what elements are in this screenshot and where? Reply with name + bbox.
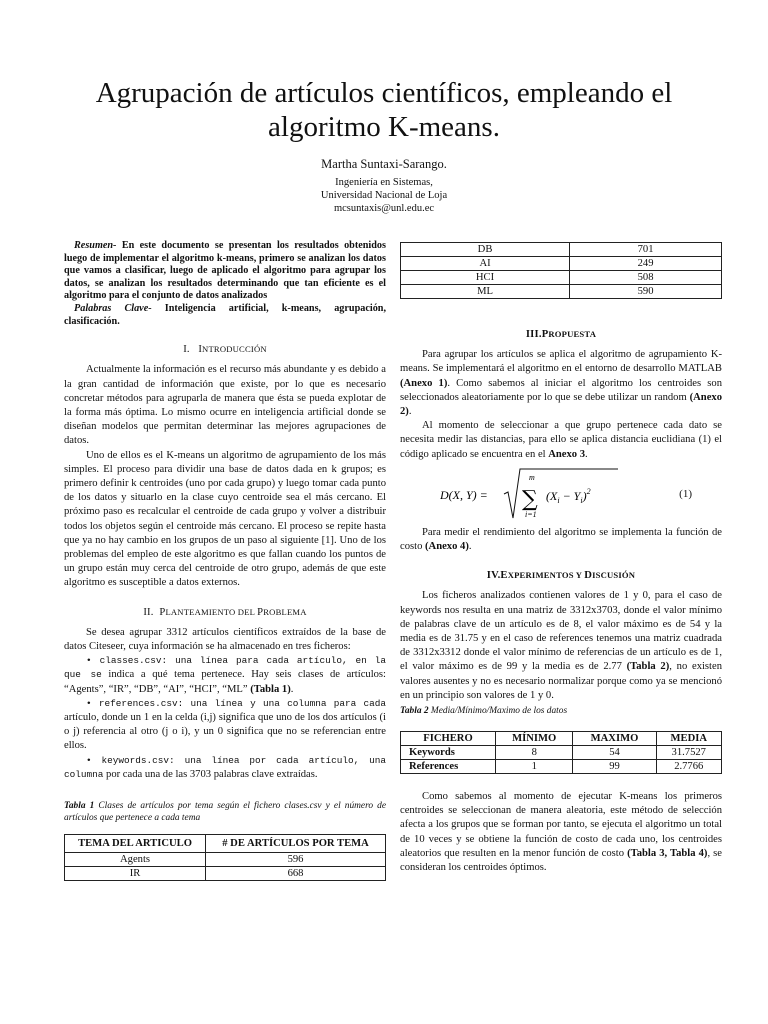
table-header-cell: MAXIMO — [573, 732, 656, 746]
table-cell: 596 — [206, 853, 386, 867]
section-number: II. — [143, 606, 154, 618]
table-row — [401, 257, 722, 271]
affiliation-department: Ingeniería en Sistemas, — [335, 177, 433, 188]
caption-label: Tabla 2 — [400, 706, 429, 717]
section-heading-introduccion — [64, 342, 386, 357]
author-name: Martha Suntaxi-Sarango. — [321, 157, 447, 171]
table-cell: 99 — [573, 760, 656, 774]
keywords-label: Palabras Clave- — [74, 302, 152, 314]
section-first-letter: P — [257, 606, 264, 618]
table-header-row — [65, 835, 386, 853]
table-cell: 590 — [570, 285, 722, 299]
formula-subscript: i — [580, 495, 583, 505]
section-title-rest: ISCUSIÓN — [592, 570, 636, 581]
table-cell: 701 — [570, 243, 722, 257]
table-cell: 249 — [570, 257, 722, 271]
table-header-cell: TEMA DEL ARTICULO — [65, 835, 206, 853]
table-reference: (Tabla 3, Tabla 4) — [627, 847, 708, 859]
table-row — [401, 243, 722, 257]
intro-paragraph-2: Uno de ellos es el K-means un algoritmo de agrupamiento de los más simples. El proceso para dividir una base de datos dada en k grupos; es primero definir k centroides (uno por cada grupo) y luego tomar cada punto de los datos y situarlo en la clase cuyo centroide sea el más cercano. El próximo paso es recalcular el centroide de cada grupo y volver a distribuir todos los objetos según el centroide más cercano. El proceso se repite hasta que ya no hay cambio en los grupos de un paso al siguiente [1]. Uno de los problemas del empleo de este algoritmo es que fallan cuando los puntos de un grupo están muy cerca del centroide de otro grupo, además de que este algoritmo es susceptible a datos externos. — [64, 449, 386, 589]
planteamiento-paragraph: Se desea agrupar 3312 artículos científicos extraídos de la base de datos Citeseer, cuya información se ha almacenado en tres ficheros: — [64, 626, 386, 653]
keywords — [64, 303, 386, 328]
propuesta-paragraph-2 — [400, 419, 722, 462]
text-run: . — [585, 448, 588, 460]
bullet-text-end: . — [290, 683, 294, 695]
euclidean-distance-formula — [400, 466, 722, 522]
bullet-classes — [64, 654, 386, 697]
table-header-row — [401, 732, 722, 746]
table-cell: Keywords — [401, 746, 496, 760]
bullet-text: indica a qué tema pertenece. Hay seis clases de artículos: “Agents”, “IR”, “DB”, “AI”, “HCI”, “ML” — [64, 669, 386, 695]
caption-text: Media/Mínimo/Maximo de los datos — [428, 706, 568, 717]
text-run: , se consideran los centroides óptimos. — [400, 847, 722, 874]
table-cell: AI — [401, 257, 570, 271]
table-header-cell: MEDIA — [656, 732, 721, 746]
section-first-letter: I — [198, 344, 203, 356]
formula-graphic — [440, 466, 620, 522]
text-run: , no existen valores ausentes y no es necesario normalizar porque como ya se mencionó en un principio son valores de 1 y 0. — [400, 661, 722, 701]
bullet-text: por cada una de las 3703 palabras clave extraídas. — [103, 768, 318, 780]
tabla1-caption — [64, 800, 386, 824]
table-cell: 54 — [573, 746, 656, 760]
section-number: IV. — [486, 570, 501, 582]
tabla1-continuation — [400, 242, 722, 299]
section-heading-experimentos — [400, 568, 722, 583]
table-cell: 508 — [570, 271, 722, 285]
table-reference: (Tabla 2) — [626, 661, 670, 673]
sum-lower-limit: i=1 — [525, 509, 537, 519]
propuesta-paragraph-1 — [400, 348, 722, 419]
formula-subscript: i — [557, 495, 560, 505]
table-cell: References — [401, 760, 496, 774]
section-heading-planteamiento — [64, 605, 386, 620]
left-column — [64, 240, 386, 881]
sum-symbol: ∑ — [522, 486, 538, 512]
text-run: . Como sabemos al iniciar el algoritmo los centroides son seleccionados aleatoriamente por lo que se debe utilizar un random — [400, 377, 722, 403]
formula-exponent: 2 — [586, 486, 591, 496]
intro-paragraph-1: Actualmente la información es el recurso más abundante y es debido a la gran cantidad de información que existe, por lo que es necesario concretar métodos para agruparla de manera que ésta se pueda explotar de la forma más óptima. Lo mismo ocurre en inteligencia artificial donde se diseñan modelos que permitan determinar las mejores agrupaciones de datos. — [64, 364, 386, 447]
section-title-rest: LANTEAMIENTO DEL — [165, 606, 258, 617]
table-cell: DB — [401, 243, 570, 257]
experimentos-paragraph-1 — [400, 589, 722, 703]
annex-reference: Anexo 3 — [548, 448, 586, 460]
table-cell: ML — [401, 285, 570, 299]
table-header-cell: # DE ARTÍCULOS POR TEMA — [206, 835, 386, 853]
text-run: Para agrupar los artículos se aplica el algoritmo de agrupamiento K-means. Se implementará el algoritmo en el entorno de desarrollo MATLAB — [400, 349, 722, 375]
equation-number: (1) — [679, 487, 692, 500]
right-column — [400, 242, 722, 875]
bullet-file-text: • keywords.csv: una línea por cada artículo, una columna — [64, 754, 386, 780]
paper-title: Agrupación de artículos científicos, empleando el algoritmo K-means. — [95, 77, 673, 143]
section-first-letter: E — [500, 570, 508, 582]
table-row — [401, 746, 722, 760]
tabla1 — [64, 834, 386, 881]
affiliation-university: Universidad Nacional de Loja — [320, 190, 448, 201]
formula-part: ) — [582, 488, 587, 503]
section-first-letter: D — [584, 570, 593, 582]
caption-text: Clases de artículos por tema según el fichero clases.csv y el número de artículos que pertenece a cada tema — [64, 801, 386, 824]
section-title-rest: ROBLEMA — [263, 606, 307, 617]
table-cell: Agents — [65, 853, 206, 867]
text-run: . — [468, 541, 472, 553]
table-row — [65, 853, 386, 867]
annex-reference: (Anexo 4) — [425, 541, 469, 553]
keywords-text: Inteligencia artificial, k-means, agrupación, clasificación. — [64, 302, 386, 327]
text-run: . — [408, 406, 412, 418]
caption-label: Tabla 1 — [64, 801, 95, 812]
bullet-file-text: • references.csv: una línea y una columna para cada — [86, 697, 386, 709]
section-title-rest: XPERIMENTOS Y — [507, 570, 585, 581]
formula-part: (X — [546, 488, 558, 503]
author-email: mcsuntaxis@unl.edu.ec — [333, 203, 435, 214]
abstract-text: En este documento se presentan los resultados obtenidos luego de implementar el algoritmo k-means, primero se analizan los datos que vamos a clasificar, luego de aplicado el algoritmo para agrupar los datos, se analizan los resultados determinando que tan eficiente es el algoritmo para el conjunto de datos analizados — [64, 240, 386, 302]
table-cell: HCI — [401, 271, 570, 285]
bullet-text: artículo, donde un 1 en la celda (i,j) significa que uno de los dos artículos (i o j) referencia al otro (j o i), y un 0 significa que no se referencian entre ellos. — [64, 712, 386, 752]
section-number: III. — [525, 329, 542, 340]
sum-upper-limit: m — [529, 472, 535, 482]
text-run: Para medir el rendimiento del algoritmo se implementa la función de costo — [400, 526, 722, 553]
experimentos-paragraph-2 — [400, 790, 722, 875]
table-row — [401, 760, 722, 774]
formula-body — [546, 487, 591, 505]
table-header-cell: MÍNIMO — [495, 732, 573, 746]
table-cell: 668 — [206, 867, 386, 881]
table-row — [401, 271, 722, 285]
bullet-references — [64, 697, 386, 754]
table-cell: 31.7527 — [656, 746, 721, 760]
section-number: I. — [183, 344, 190, 356]
section-first-letter: P — [541, 329, 549, 340]
table-header-cell: FICHERO — [401, 732, 496, 746]
table-cell: 2.7766 — [656, 760, 721, 774]
text-run: Como sabemos al momento de ejecutar K-means los primeros centroides se seleccionan de manera aleatoria, este método de selección afecta a los grupos que se forman por tanto, se ejecuta el algoritmo un total de 10 veces y se obtiene la función de costo de cada uno, los centroides aleatorios que resulten en la menor función de costo — [400, 791, 722, 859]
table-row — [401, 285, 722, 299]
author-block — [200, 156, 568, 215]
annex-reference: (Anexo 1) — [400, 377, 448, 389]
formula-part: − Y — [559, 488, 581, 503]
abstract-label: Resumen- — [74, 240, 117, 251]
table-cell: 1 — [495, 760, 573, 774]
table-reference: (Tabla 1) — [250, 683, 291, 695]
section-first-letter: P — [159, 606, 166, 618]
table-cell: 8 — [495, 746, 573, 760]
section-title-rest: ROPUESTA — [548, 329, 597, 339]
text-run: Al momento de seleccionar a que grupo pertenece cada dato se necesita medir las distancias, para ello se aplica distancia euclidiana (1) el código aplicado se encuentra en el — [400, 420, 722, 460]
bullet-keywords — [64, 754, 386, 782]
propuesta-paragraph-3 — [400, 526, 722, 554]
section-title-rest: NTRODUCCIÓN — [202, 344, 267, 355]
table-row — [65, 867, 386, 881]
formula-lhs: D(X, Y) = — [440, 487, 488, 502]
annex-reference: (Anexo 2) — [400, 391, 722, 418]
text-run: Los ficheros analizados contienen valores de 1 y 0, para el caso de keywords nos resulta en una matriz de 3312x3703, donde el valor mínimo de palabras clave de un artículo es de 8, el valor máximo es de 54 y la media es de 31.75 y en el caso de references tenemos una matriz cuadrada de 3312x3312 donde el valor mínimo de referencias de un artículo es de 1, el valor máximo es de 99 y la media es de 2.77 — [400, 590, 722, 673]
abstract — [64, 240, 386, 303]
tabla2 — [400, 731, 722, 774]
table-cell: IR — [65, 867, 206, 881]
bullet-file-text: • classes.csv: una línea para cada artículo, en la que se — [64, 655, 386, 681]
section-heading-propuesta — [400, 327, 722, 342]
tabla2-caption — [400, 705, 722, 717]
